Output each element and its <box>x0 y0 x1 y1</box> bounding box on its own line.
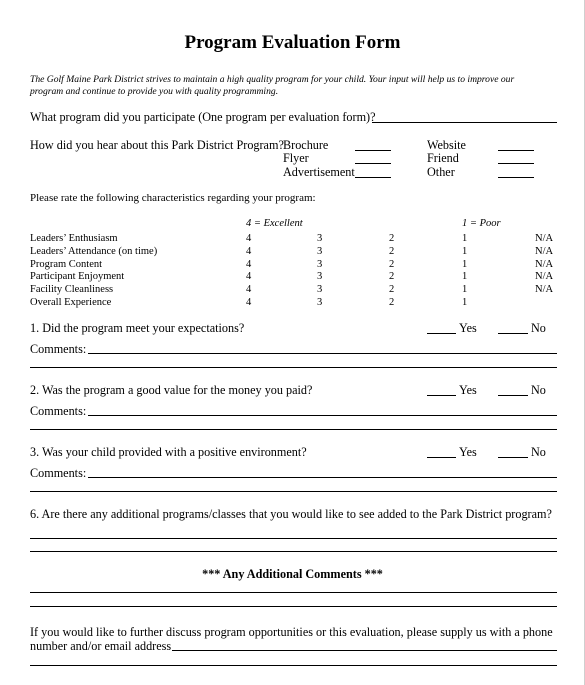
rating-2[interactable]: 2 <box>389 259 395 270</box>
q1-comments-line-2[interactable] <box>30 367 557 368</box>
rating-3[interactable]: 3 <box>317 284 323 295</box>
contact-answer-line-2[interactable] <box>30 665 557 666</box>
rating-na[interactable]: N/A <box>535 246 554 257</box>
hear-option-flyer: Flyer <box>283 151 309 165</box>
form-title: Program Evaluation Form <box>184 32 401 53</box>
rating-1[interactable]: 1 <box>462 246 468 257</box>
friend-blank[interactable] <box>498 163 534 164</box>
rating-2[interactable]: 2 <box>389 284 395 295</box>
rating-2[interactable]: 2 <box>389 297 395 308</box>
rating-1[interactable]: 1 <box>462 284 468 295</box>
q3-comments-line[interactable] <box>88 477 557 478</box>
q2-no-blank[interactable] <box>498 395 528 396</box>
rating-3[interactable]: 3 <box>317 259 323 270</box>
rating-na[interactable]: N/A <box>535 233 554 244</box>
contact-prompt-line-2: number and/or email address <box>30 639 172 653</box>
q3-yes-label: Yes <box>459 445 477 459</box>
rating-label: Facility Cleanliness <box>30 284 114 295</box>
additional-line-2[interactable] <box>30 606 557 607</box>
rating-3[interactable]: 3 <box>317 233 323 244</box>
q1-no-label: No <box>531 321 546 335</box>
hear-option-other: Other <box>427 165 455 179</box>
rating-label: Overall Experience <box>30 297 112 308</box>
rating-4[interactable]: 4 <box>246 271 252 282</box>
other-blank[interactable] <box>498 177 534 178</box>
hear-option-brochure: Brochure <box>283 138 329 152</box>
q3-yes-blank[interactable] <box>427 457 456 458</box>
question-3: 3. Was your child provided with a positive environment? <box>30 445 307 459</box>
q2-comments-label: Comments: <box>30 404 87 418</box>
q1-comments-label: Comments: <box>30 342 87 356</box>
hear-option-friend: Friend <box>427 151 459 165</box>
program-question: What program did you participate (One program per evaluation form)? <box>30 110 376 124</box>
rating-2[interactable]: 2 <box>389 233 395 244</box>
q2-comments-line[interactable] <box>88 415 557 416</box>
rating-2[interactable]: 2 <box>389 271 395 282</box>
q2-yes-blank[interactable] <box>427 395 456 396</box>
q6-answer-line-2[interactable] <box>30 551 557 552</box>
website-blank[interactable] <box>498 150 534 151</box>
rating-4[interactable]: 4 <box>246 246 252 257</box>
additional-comments-heading: *** Any Additional Comments *** <box>202 567 383 581</box>
q1-no-blank[interactable] <box>498 333 528 334</box>
rating-na[interactable]: N/A <box>535 271 554 282</box>
rating-4[interactable]: 4 <box>246 233 252 244</box>
q2-yes-label: Yes <box>459 383 477 397</box>
q1-yes-label: Yes <box>459 321 477 335</box>
flyer-blank[interactable] <box>355 163 391 164</box>
rating-1[interactable]: 1 <box>462 259 468 270</box>
rating-4[interactable]: 4 <box>246 297 252 308</box>
intro-line-1: The Golf Maine Park District strives to maintain a high quality program for your child. Your input will help us to improve our <box>30 74 515 85</box>
rating-1[interactable]: 1 <box>462 271 468 282</box>
question-1: 1. Did the program meet your expectations? <box>30 321 245 335</box>
rating-label: Participant Enjoyment <box>30 271 125 282</box>
q3-no-label: No <box>531 445 546 459</box>
rating-4[interactable]: 4 <box>246 284 252 295</box>
q3-comments-line-2[interactable] <box>30 491 557 492</box>
hear-option-website: Website <box>427 138 466 152</box>
question-6: 6. Are there any additional programs/classes that you would like to see added to the Park District program? <box>30 507 552 521</box>
rating-label: Leaders’ Enthusiasm <box>30 233 118 244</box>
q2-comments-line-2[interactable] <box>30 429 557 430</box>
rating-label: Program Content <box>30 259 103 270</box>
scale-low: 1 = Poor <box>462 218 501 229</box>
rating-intro: Please rate the following characteristics regarding your program: <box>30 192 316 204</box>
additional-line-1[interactable] <box>30 592 557 593</box>
rating-na[interactable]: N/A <box>535 259 554 270</box>
q2-no-label: No <box>531 383 546 397</box>
rating-2[interactable]: 2 <box>389 246 395 257</box>
q3-comments-label: Comments: <box>30 466 87 480</box>
hear-option-advertisement: Advertisement <box>283 165 355 179</box>
q1-comments-line[interactable] <box>88 353 557 354</box>
contact-prompt-line-1: If you would like to further discuss program opportunities or this evaluation, please supply us with a phone <box>30 625 553 639</box>
advertisement-blank[interactable] <box>355 177 391 178</box>
q3-no-blank[interactable] <box>498 457 528 458</box>
rating-label: Leaders’ Attendance (on time) <box>30 246 158 257</box>
intro-line-2: program and continue to provide you with quality programming. <box>30 86 279 97</box>
q1-yes-blank[interactable] <box>427 333 456 334</box>
rating-4[interactable]: 4 <box>246 259 252 270</box>
rating-3[interactable]: 3 <box>317 271 323 282</box>
hear-question: How did you hear about this Park District Program? <box>30 138 284 152</box>
rating-3[interactable]: 3 <box>317 297 323 308</box>
rating-na[interactable]: N/A <box>535 284 554 295</box>
contact-answer-line[interactable] <box>172 650 557 651</box>
rating-3[interactable]: 3 <box>317 246 323 257</box>
rating-1[interactable]: 1 <box>462 297 468 308</box>
question-2: 2. Was the program a good value for the money you paid? <box>30 383 313 397</box>
rating-1[interactable]: 1 <box>462 233 468 244</box>
program-answer-line[interactable] <box>372 122 557 123</box>
q6-answer-line-1[interactable] <box>30 538 557 539</box>
scale-high: 4 = Excellent <box>246 218 303 229</box>
brochure-blank[interactable] <box>355 150 391 151</box>
